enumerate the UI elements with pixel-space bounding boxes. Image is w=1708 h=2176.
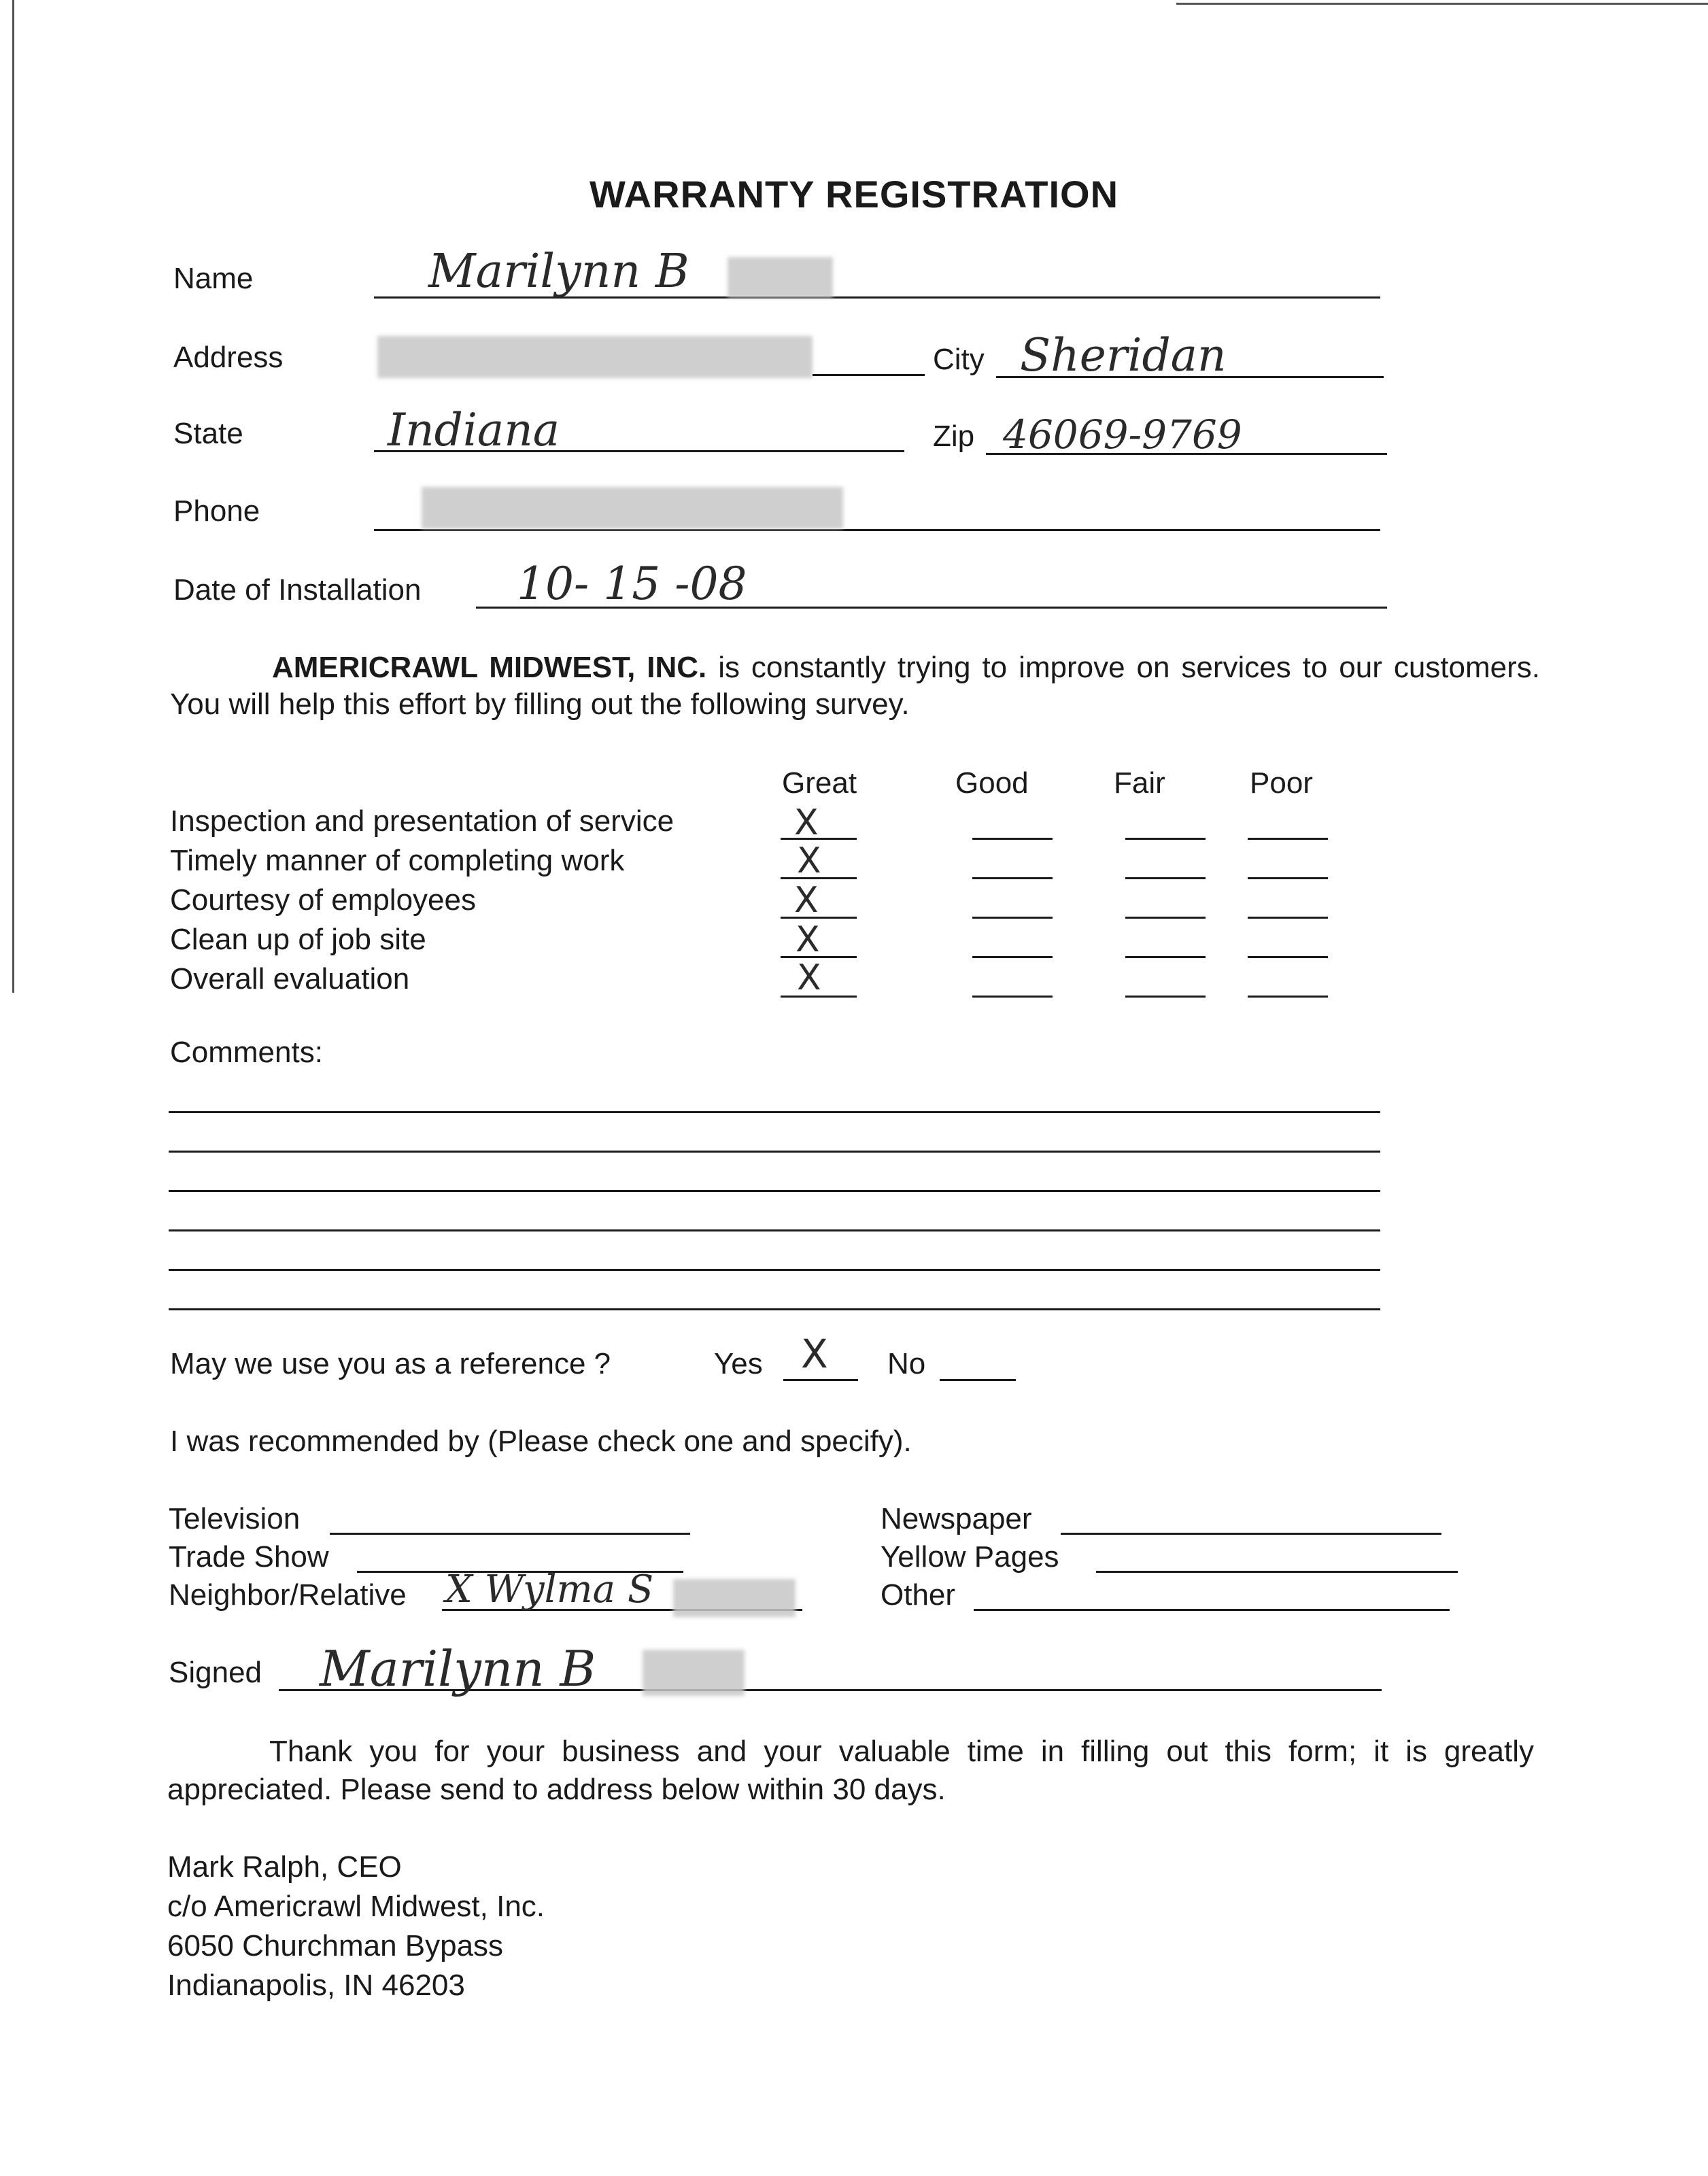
zip-label: Zip (933, 420, 975, 453)
television-label: Television (169, 1502, 301, 1535)
survey-check-mark: X (796, 919, 820, 960)
phone-line (374, 529, 1380, 531)
thanks-paragraph: Thank you for your business and your valuable time in filling out this form; it is greatly appreciated. Please send to address below within 30 days. (167, 1735, 1534, 1806)
poor-line (1248, 917, 1328, 919)
state-value: Indiana (388, 404, 560, 456)
poor-line (1248, 956, 1328, 958)
other-label: Other (881, 1578, 956, 1612)
signed-label: Signed (169, 1656, 262, 1689)
fair-line (1125, 956, 1206, 958)
page-title: WARRANTY REGISTRATION (589, 173, 1119, 216)
city-label: City (933, 343, 985, 376)
television-line (330, 1533, 690, 1535)
poor-line (1248, 838, 1328, 840)
company-name: AMERICRAWL MIDWEST, INC. (272, 651, 707, 684)
comment-line (169, 1269, 1380, 1271)
city-value: Sheridan (1020, 329, 1227, 381)
newspaper-line (1061, 1533, 1441, 1535)
good-line (972, 877, 1053, 879)
signature: Marilynn B (320, 1640, 596, 1697)
comment-line (169, 1111, 1380, 1113)
good-line (972, 917, 1053, 919)
address-line: Mark Ralph, CEO (167, 1850, 402, 1884)
zip-value: 46069-9769 (1003, 411, 1242, 458)
scan-top-edge (1176, 3, 1708, 5)
address-line (813, 374, 925, 376)
good-line (972, 996, 1053, 998)
trade-show-label: Trade Show (169, 1540, 329, 1574)
signature-redaction (643, 1650, 745, 1696)
col-great: Great (782, 766, 857, 800)
address-label: Address (173, 341, 284, 374)
survey-row-label: Inspection and presentation of service (170, 804, 674, 838)
scan-left-edge (12, 0, 14, 993)
address-line: 6050 Churchman Bypass (167, 1929, 504, 1962)
good-line (972, 838, 1053, 840)
comments-label: Comments: (170, 1036, 323, 1069)
name-redaction (728, 257, 833, 298)
date-label: Date of Installation (173, 573, 422, 607)
survey-row-label: Overall evaluation (170, 962, 410, 996)
col-good: Good (955, 766, 1029, 800)
address-line: Indianapolis, IN 46203 (167, 1969, 465, 2002)
poor-line (1248, 996, 1328, 998)
fair-line (1125, 996, 1206, 998)
intro-text: is constantly trying to improve on services to our customers. You will help this effort by filling out the following survey. (170, 651, 1540, 721)
neighbor-value: X Wylma S (445, 1567, 654, 1612)
reference-no-label: No (887, 1347, 926, 1380)
fair-line (1125, 877, 1206, 879)
survey-row-label: Clean up of job site (170, 923, 426, 956)
survey-check-mark: X (797, 840, 821, 881)
state-label: State (173, 417, 243, 450)
yellow-pages-line (1096, 1571, 1458, 1573)
newspaper-label: Newspaper (881, 1502, 1032, 1535)
survey-check-mark: X (797, 957, 821, 998)
good-line (972, 956, 1053, 958)
great-line (781, 917, 857, 919)
great-line (781, 838, 857, 840)
neighbor-redaction (673, 1579, 796, 1617)
phone-redaction (422, 487, 843, 529)
col-poor: Poor (1250, 766, 1313, 800)
poor-line (1248, 877, 1328, 879)
fair-line (1125, 917, 1206, 919)
reference-yes-label: Yes (714, 1347, 763, 1380)
comment-line (169, 1151, 1380, 1153)
address-redaction (377, 336, 813, 378)
survey-check-mark: X (794, 802, 819, 843)
reference-yes-mark: X (801, 1331, 828, 1377)
survey-row-label: Courtesy of employees (170, 883, 476, 917)
intro-paragraph (170, 649, 1540, 723)
col-fair: Fair (1114, 766, 1165, 800)
address-line: c/o Americrawl Midwest, Inc. (167, 1890, 545, 1923)
name-label: Name (173, 262, 254, 295)
survey-row-label: Timely manner of completing work (170, 844, 625, 877)
yellow-pages-label: Yellow Pages (881, 1540, 1059, 1574)
reference-question: May we use you as a reference ? (170, 1347, 611, 1380)
fair-line (1125, 838, 1206, 840)
neighbor-label: Neighbor/Relative (169, 1578, 407, 1612)
other-line (974, 1609, 1450, 1611)
phone-label: Phone (173, 494, 260, 528)
comment-line (169, 1190, 1380, 1192)
reference-yes-line (783, 1379, 858, 1381)
recommended-intro: I was recommended by (Please check one and specify). (170, 1425, 912, 1458)
date-value: 10- 15 -08 (517, 558, 747, 610)
reference-no-line (940, 1379, 1016, 1381)
comment-line (169, 1308, 1380, 1310)
comment-line (169, 1229, 1380, 1231)
survey-check-mark: X (794, 880, 819, 921)
name-value: Marilynn B (428, 245, 689, 299)
